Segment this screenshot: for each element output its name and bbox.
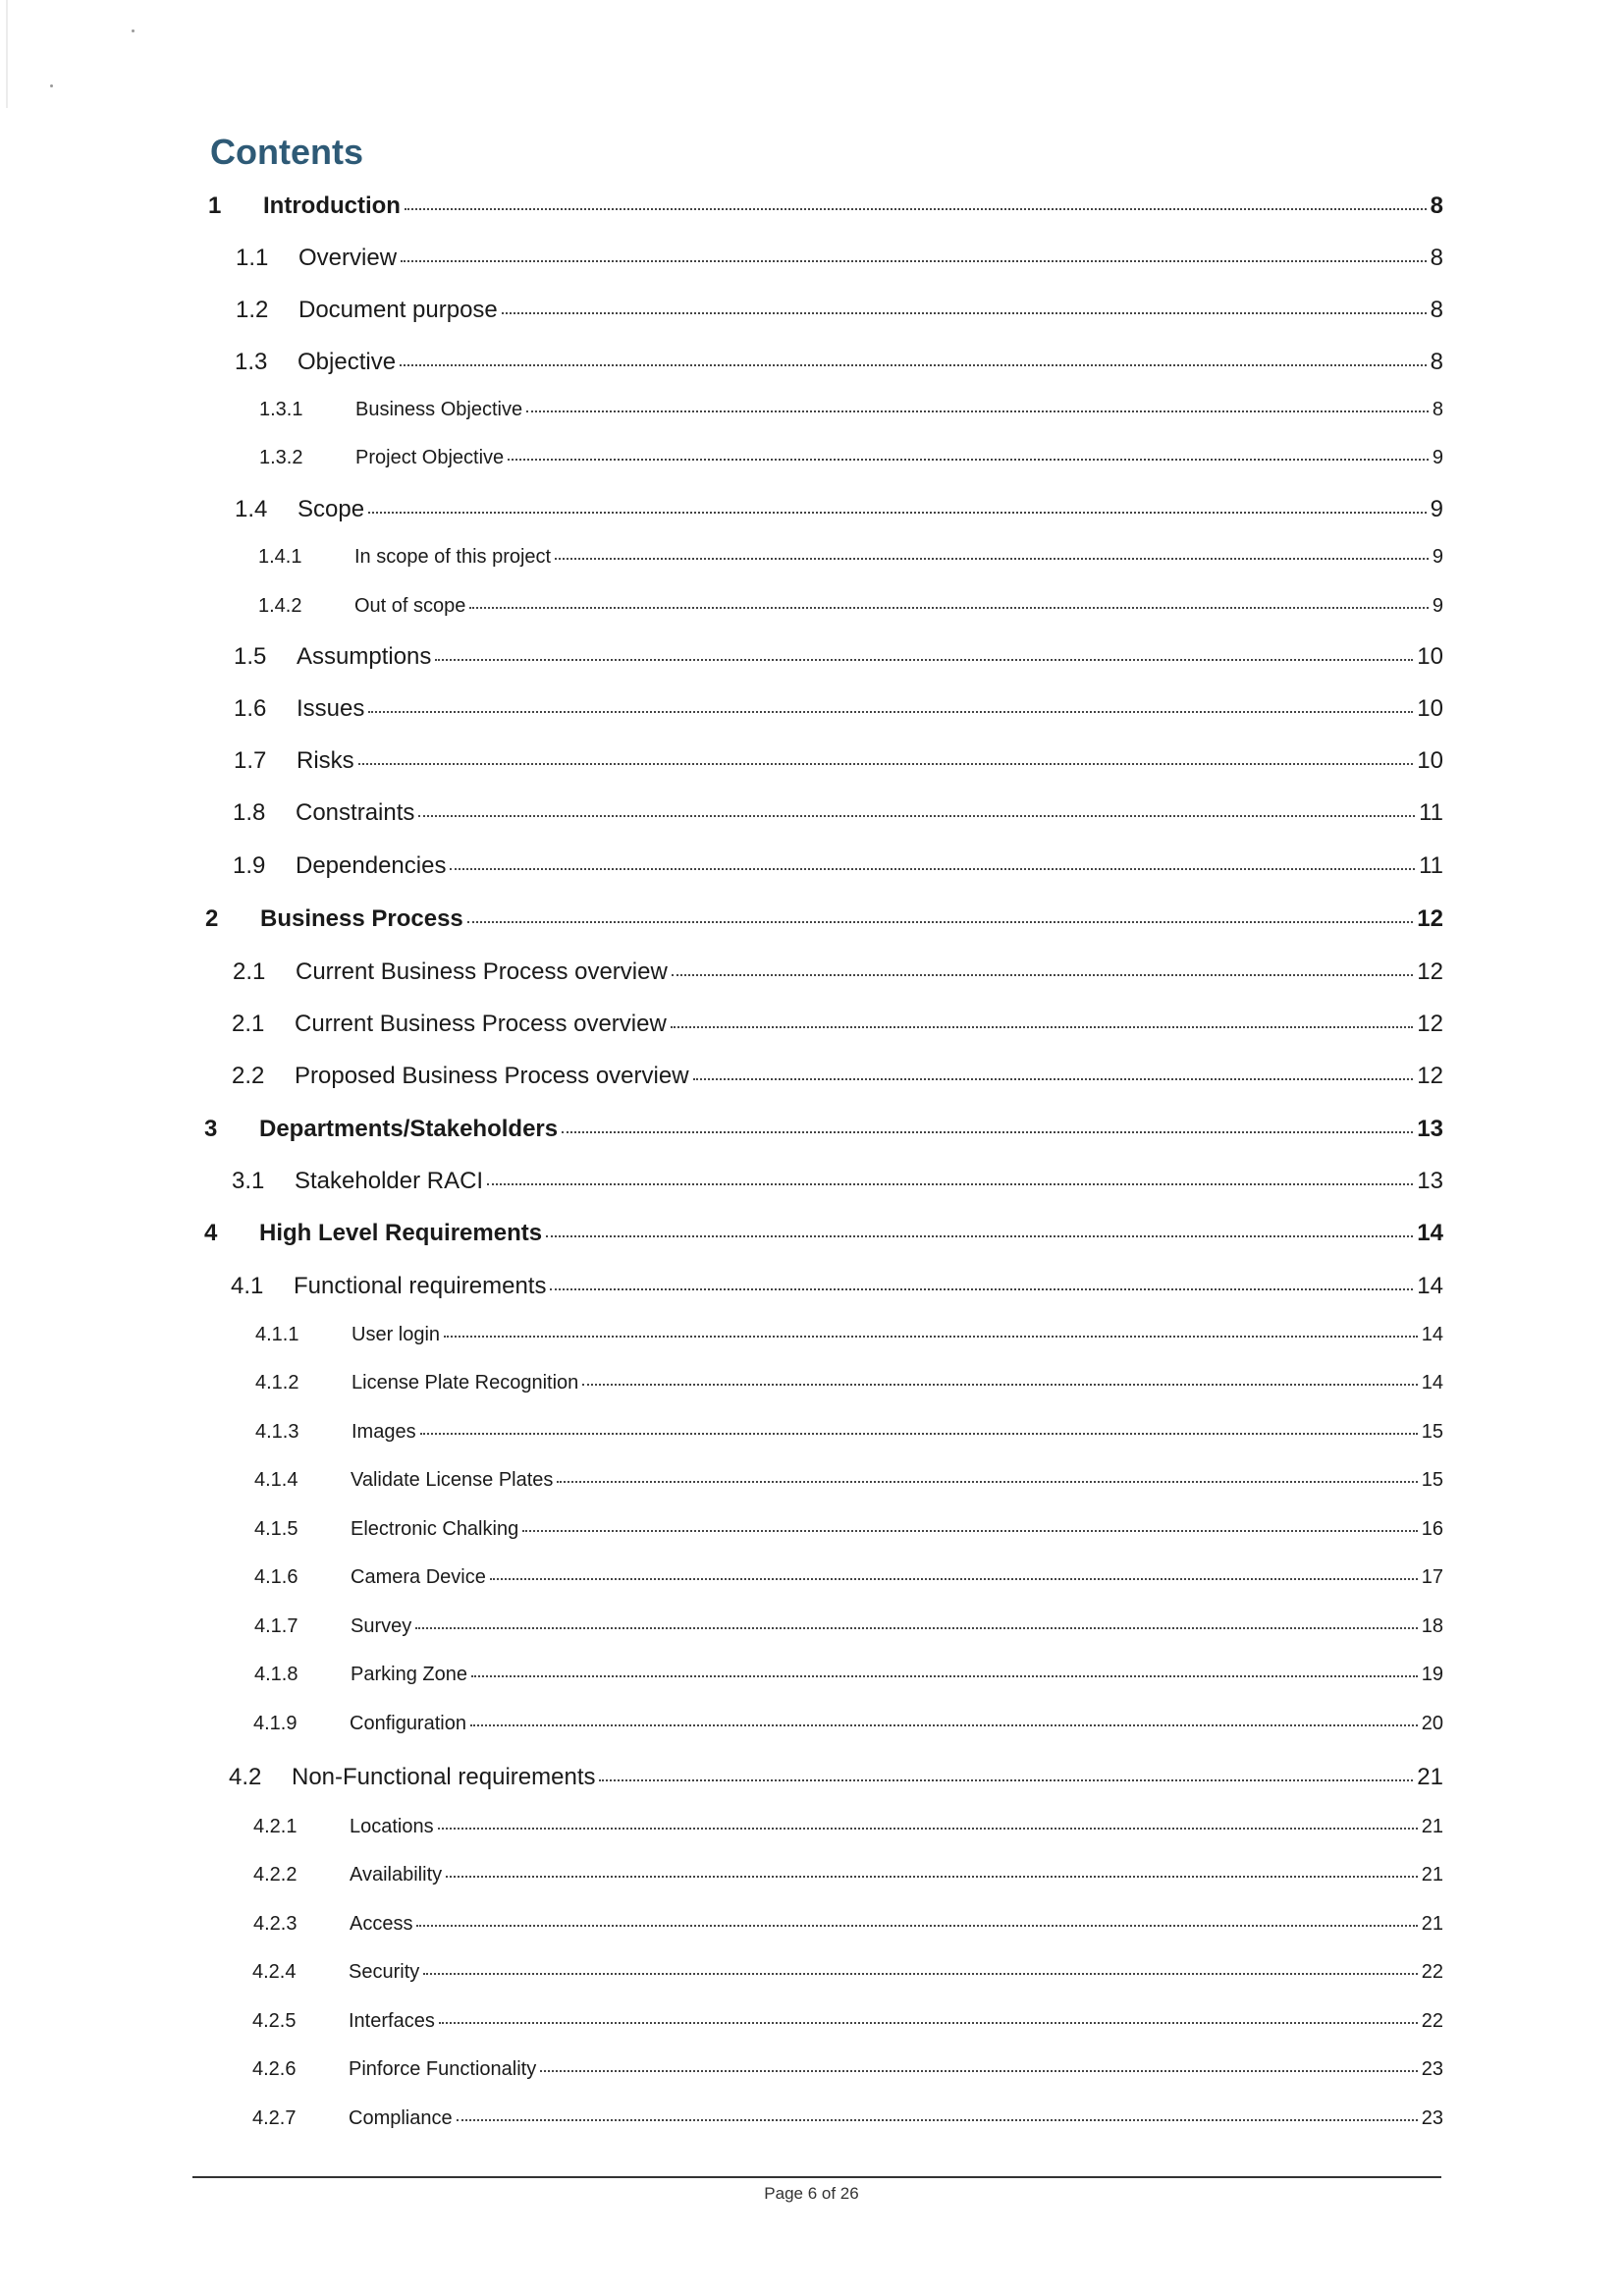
toc-entry[interactable]: [229, 1764, 1443, 1791]
toc-entry-number: 4.2.6: [252, 2058, 297, 2080]
toc-entry-title: Constraints: [296, 799, 415, 826]
toc-dot-leader: [420, 1431, 1418, 1435]
toc-entry-title: Availability: [350, 1864, 443, 1886]
toc-entry[interactable]: [234, 643, 1443, 671]
toc-dot-leader: [555, 556, 1429, 560]
contents-heading: Contents: [210, 132, 363, 172]
toc-entry-page: 12: [1417, 1063, 1443, 1089]
toc-entry-page: 12: [1417, 905, 1443, 932]
toc-entry-page: 9: [1432, 546, 1443, 568]
toc-dot-leader: [526, 409, 1429, 412]
toc-entry[interactable]: [253, 1713, 1443, 1735]
toc-entry-number: 1.6: [234, 695, 267, 722]
toc-entry-title: Introduction: [263, 192, 401, 219]
toc-entry-number: 4.1.8: [254, 1664, 298, 1685]
toc-entry[interactable]: [235, 496, 1443, 523]
toc-entry[interactable]: [253, 1816, 1443, 1838]
toc-dot-leader: [502, 310, 1427, 314]
toc-entry[interactable]: [208, 192, 1443, 220]
toc-entry-page: 10: [1417, 747, 1443, 774]
toc-entry-number: 2.2: [232, 1063, 265, 1089]
toc-entry-number: 1.3.1: [259, 399, 303, 420]
toc-entry-number: 4.2.1: [253, 1816, 298, 1837]
toc-entry-page: 9: [1432, 447, 1443, 468]
toc-entry-title: Non-Functional requirements: [292, 1764, 596, 1790]
toc-entry-title: Locations: [350, 1816, 434, 1837]
toc-dot-leader: [469, 605, 1428, 609]
footer-divider: [192, 2176, 1441, 2178]
toc-entry-title: Business Objective: [355, 399, 523, 420]
toc-dot-leader: [522, 1528, 1418, 1532]
toc-entry[interactable]: [254, 1469, 1443, 1492]
toc-entry-number: 4.1.5: [254, 1518, 298, 1540]
toc-entry-page: 11: [1419, 852, 1443, 879]
toc-entry[interactable]: [233, 799, 1443, 827]
toc-entry[interactable]: [259, 399, 1443, 421]
toc-entry-title: License Plate Recognition: [352, 1372, 579, 1394]
toc-entry-page: 9: [1432, 595, 1443, 617]
toc-dot-leader: [368, 709, 1413, 713]
toc-entry-page: 18: [1421, 1615, 1443, 1637]
toc-entry-number: 4.1.3: [255, 1421, 299, 1443]
toc-entry[interactable]: [204, 1116, 1443, 1143]
toc-dot-leader: [439, 2020, 1418, 2024]
toc-entry-page: 17: [1421, 1566, 1443, 1588]
toc-entry-page: 14: [1421, 1324, 1443, 1345]
toc-dot-leader: [444, 1334, 1418, 1338]
toc-entry-page: 8: [1430, 349, 1443, 375]
toc-entry-page: 12: [1417, 958, 1443, 985]
toc-dot-leader: [671, 1024, 1413, 1028]
toc-dot-leader: [358, 761, 1414, 765]
toc-entry-number: 4.1.6: [254, 1566, 298, 1588]
toc-dot-leader: [435, 657, 1413, 661]
toc-entry[interactable]: [258, 595, 1443, 618]
toc-dot-leader: [457, 2117, 1418, 2121]
toc-entry-title: Images: [352, 1421, 416, 1443]
toc-entry-title: Current Business Process overview: [295, 1011, 667, 1037]
toc-entry-page: 14: [1417, 1220, 1443, 1246]
toc-entry[interactable]: [255, 1372, 1443, 1394]
toc-entry-number: 1.9: [233, 852, 266, 879]
toc-dot-leader: [467, 919, 1414, 923]
toc-entry[interactable]: [255, 1324, 1443, 1346]
toc-entry[interactable]: [234, 695, 1443, 723]
toc-entry[interactable]: [253, 1913, 1443, 1936]
toc-dot-leader: [423, 1971, 1418, 1975]
toc-entry-page: 12: [1417, 1011, 1443, 1037]
toc-entry-title: Objective: [298, 349, 397, 375]
toc-entry-number: 4.2.7: [252, 2107, 297, 2129]
toc-entry-number: 1.7: [234, 747, 267, 774]
toc-dot-leader: [557, 1479, 1417, 1483]
toc-dot-leader: [450, 866, 1415, 870]
toc-entry-title: Overview: [298, 245, 398, 271]
toc-entry[interactable]: [231, 1273, 1443, 1300]
toc-entry-number: 1.2: [236, 297, 269, 323]
toc-entry-number: 4: [204, 1220, 218, 1246]
toc-entry-page: 21: [1417, 1764, 1443, 1790]
toc-dot-leader: [415, 1625, 1418, 1629]
toc-entry-title: Access: [350, 1913, 413, 1935]
toc-entry[interactable]: [236, 297, 1443, 324]
toc-entry-number: 4.1.7: [254, 1615, 298, 1637]
toc-entry-number: 4.2.3: [253, 1913, 298, 1935]
toc-dot-leader: [471, 1673, 1418, 1677]
toc-entry-page: 8: [1430, 297, 1443, 323]
toc-entry-number: 1.3.2: [259, 447, 303, 468]
toc-entry[interactable]: [233, 852, 1443, 880]
toc-entry-page: 15: [1421, 1421, 1443, 1443]
toc-entry-number: 1.4.2: [258, 595, 302, 617]
toc-dot-leader: [405, 206, 1427, 210]
toc-entry[interactable]: [205, 905, 1443, 933]
toc-entry-title: Document purpose: [298, 297, 498, 323]
toc-entry-number: 1.5: [234, 643, 267, 670]
toc-entry-title: Interfaces: [349, 2010, 435, 2032]
toc-dot-leader: [562, 1129, 1413, 1133]
toc-entry-number: 4.2.2: [253, 1864, 298, 1886]
toc-dot-leader: [490, 1576, 1418, 1580]
toc-entry-title: Survey: [351, 1615, 412, 1637]
toc-entry-number: 2.1: [233, 958, 266, 985]
toc-entry-page: 21: [1421, 1864, 1443, 1886]
toc-entry-number: 4.2: [229, 1764, 262, 1790]
toc-entry-number: 4.2.4: [252, 1961, 297, 1983]
toc-entry-title: Parking Zone: [351, 1664, 467, 1685]
toc-entry-page: 8: [1430, 192, 1443, 219]
toc-entry-title: In scope of this project: [354, 546, 552, 568]
toc-entry-title: Risks: [297, 747, 354, 774]
toc-entry-page: 21: [1421, 1913, 1443, 1935]
toc-entry-title: Departments/Stakeholders: [259, 1116, 559, 1142]
toc-dot-leader: [672, 972, 1413, 976]
toc-entry-number: 2.1: [232, 1011, 265, 1037]
toc-dot-leader: [446, 1874, 1418, 1878]
toc-entry-number: 1.8: [233, 799, 266, 826]
toc-entry[interactable]: [254, 1664, 1443, 1686]
toc-entry-number: 4.2.5: [252, 2010, 297, 2032]
toc-entry[interactable]: [254, 1518, 1443, 1541]
toc-entry-title: Camera Device: [351, 1566, 486, 1588]
toc-entry-number: 4.1.9: [253, 1713, 298, 1734]
toc-entry[interactable]: [254, 1615, 1443, 1638]
toc-entry[interactable]: [254, 1566, 1443, 1589]
toc-entry-title: Assumptions: [297, 643, 432, 670]
toc-entry-number: 4.1.2: [255, 1372, 299, 1394]
toc-entry-title: Proposed Business Process overview: [295, 1063, 689, 1089]
toc-entry-title: Dependencies: [296, 852, 447, 879]
toc-entry[interactable]: [252, 2058, 1443, 2081]
toc-dot-leader: [418, 813, 1415, 817]
toc-entry-number: 1.4.1: [258, 546, 302, 568]
toc-entry[interactable]: [252, 1961, 1443, 1984]
toc-entry-title: User login: [352, 1324, 441, 1345]
toc-entry-number: 1.4: [235, 496, 268, 522]
toc-entry[interactable]: [252, 2107, 1443, 2130]
toc-entry-page: 10: [1417, 643, 1443, 670]
toc-entry-page: 8: [1432, 399, 1443, 420]
toc-entry-number: 4.1.4: [254, 1469, 298, 1491]
toc-entry-number: 4.1.1: [255, 1324, 299, 1345]
toc-entry-page: 22: [1421, 2010, 1443, 2032]
toc-entry[interactable]: [235, 349, 1443, 376]
toc-entry-title: Pinforce Functionality: [349, 2058, 537, 2080]
toc-dot-leader: [693, 1076, 1414, 1080]
toc-entry[interactable]: [233, 958, 1443, 986]
toc-entry[interactable]: [259, 447, 1443, 469]
toc-dot-leader: [546, 1233, 1413, 1237]
toc-entry-page: 9: [1430, 496, 1443, 522]
toc-entry-page: 23: [1421, 2058, 1443, 2080]
toc-entry-title: Configuration: [350, 1713, 466, 1734]
toc-entry-title: Security: [349, 1961, 420, 1983]
toc-entry-title: Project Objective: [355, 447, 505, 468]
toc-entry-title: Business Process: [260, 905, 463, 932]
toc-entry[interactable]: [234, 747, 1443, 775]
toc-dot-leader: [470, 1722, 1418, 1726]
toc-entry[interactable]: [253, 1864, 1443, 1886]
toc-entry-page: 16: [1421, 1518, 1443, 1540]
toc-entry-page: 21: [1421, 1816, 1443, 1837]
toc-entry-title: Electronic Chalking: [351, 1518, 519, 1540]
toc-dot-leader: [487, 1181, 1413, 1185]
toc-dot-leader: [508, 457, 1429, 461]
toc-entry[interactable]: [252, 2010, 1443, 2033]
toc-entry-title: Current Business Process overview: [296, 958, 668, 985]
toc-entry-title: Validate License Plates: [351, 1469, 554, 1491]
toc-entry-title: Compliance: [349, 2107, 453, 2129]
toc-entry[interactable]: [204, 1220, 1443, 1247]
toc-entry[interactable]: [232, 1168, 1443, 1195]
toc-entry-title: Stakeholder RACI: [295, 1168, 484, 1194]
toc-entry-page: 20: [1421, 1713, 1443, 1734]
page-footer: Page 6 of 26: [764, 2184, 859, 2203]
toc-entry-number: 4.1: [231, 1273, 264, 1299]
toc-entry-page: 13: [1417, 1116, 1443, 1142]
toc-entry-number: 1.3: [235, 349, 268, 375]
toc-entry-number: 1: [208, 192, 222, 219]
toc-entry-number: 3.1: [232, 1168, 265, 1194]
toc-entry[interactable]: [255, 1421, 1443, 1444]
toc-dot-leader: [438, 1826, 1418, 1830]
toc-entry-title: Issues: [297, 695, 365, 722]
toc-dot-leader: [400, 362, 1427, 366]
toc-entry-page: 15: [1421, 1469, 1443, 1491]
toc-entry-page: 8: [1430, 245, 1443, 271]
toc-entry-page: 23: [1421, 2107, 1443, 2129]
toc-dot-leader: [540, 2068, 1418, 2072]
toc-entry-number: 3: [204, 1116, 218, 1142]
toc-entry[interactable]: [232, 1063, 1443, 1090]
toc-dot-leader: [550, 1286, 1413, 1290]
toc-entry-page: 10: [1417, 695, 1443, 722]
toc-entry[interactable]: [232, 1011, 1443, 1038]
toc-entry-number: 1.1: [236, 245, 269, 271]
toc-dot-leader: [401, 258, 1427, 262]
toc-entry-page: 13: [1417, 1168, 1443, 1194]
toc-entry-page: 22: [1421, 1961, 1443, 1983]
toc-entry-page: 14: [1417, 1273, 1443, 1299]
toc-entry-number: 2: [205, 905, 219, 932]
toc-entry-page: 14: [1421, 1372, 1443, 1394]
toc-dot-leader: [582, 1382, 1417, 1386]
toc-entry-page: 19: [1421, 1664, 1443, 1685]
toc-entry[interactable]: [236, 245, 1443, 272]
toc-dot-leader: [368, 510, 1427, 514]
toc-entry[interactable]: [258, 546, 1443, 569]
toc-dot-leader: [599, 1777, 1413, 1781]
toc-entry-title: Scope: [298, 496, 365, 522]
toc-dot-leader: [416, 1923, 1417, 1927]
toc-entry-title: High Level Requirements: [259, 1220, 543, 1246]
toc-entry-page: 11: [1419, 799, 1443, 826]
toc-entry-title: Out of scope: [354, 595, 466, 617]
toc-entry-title: Functional requirements: [294, 1273, 547, 1299]
